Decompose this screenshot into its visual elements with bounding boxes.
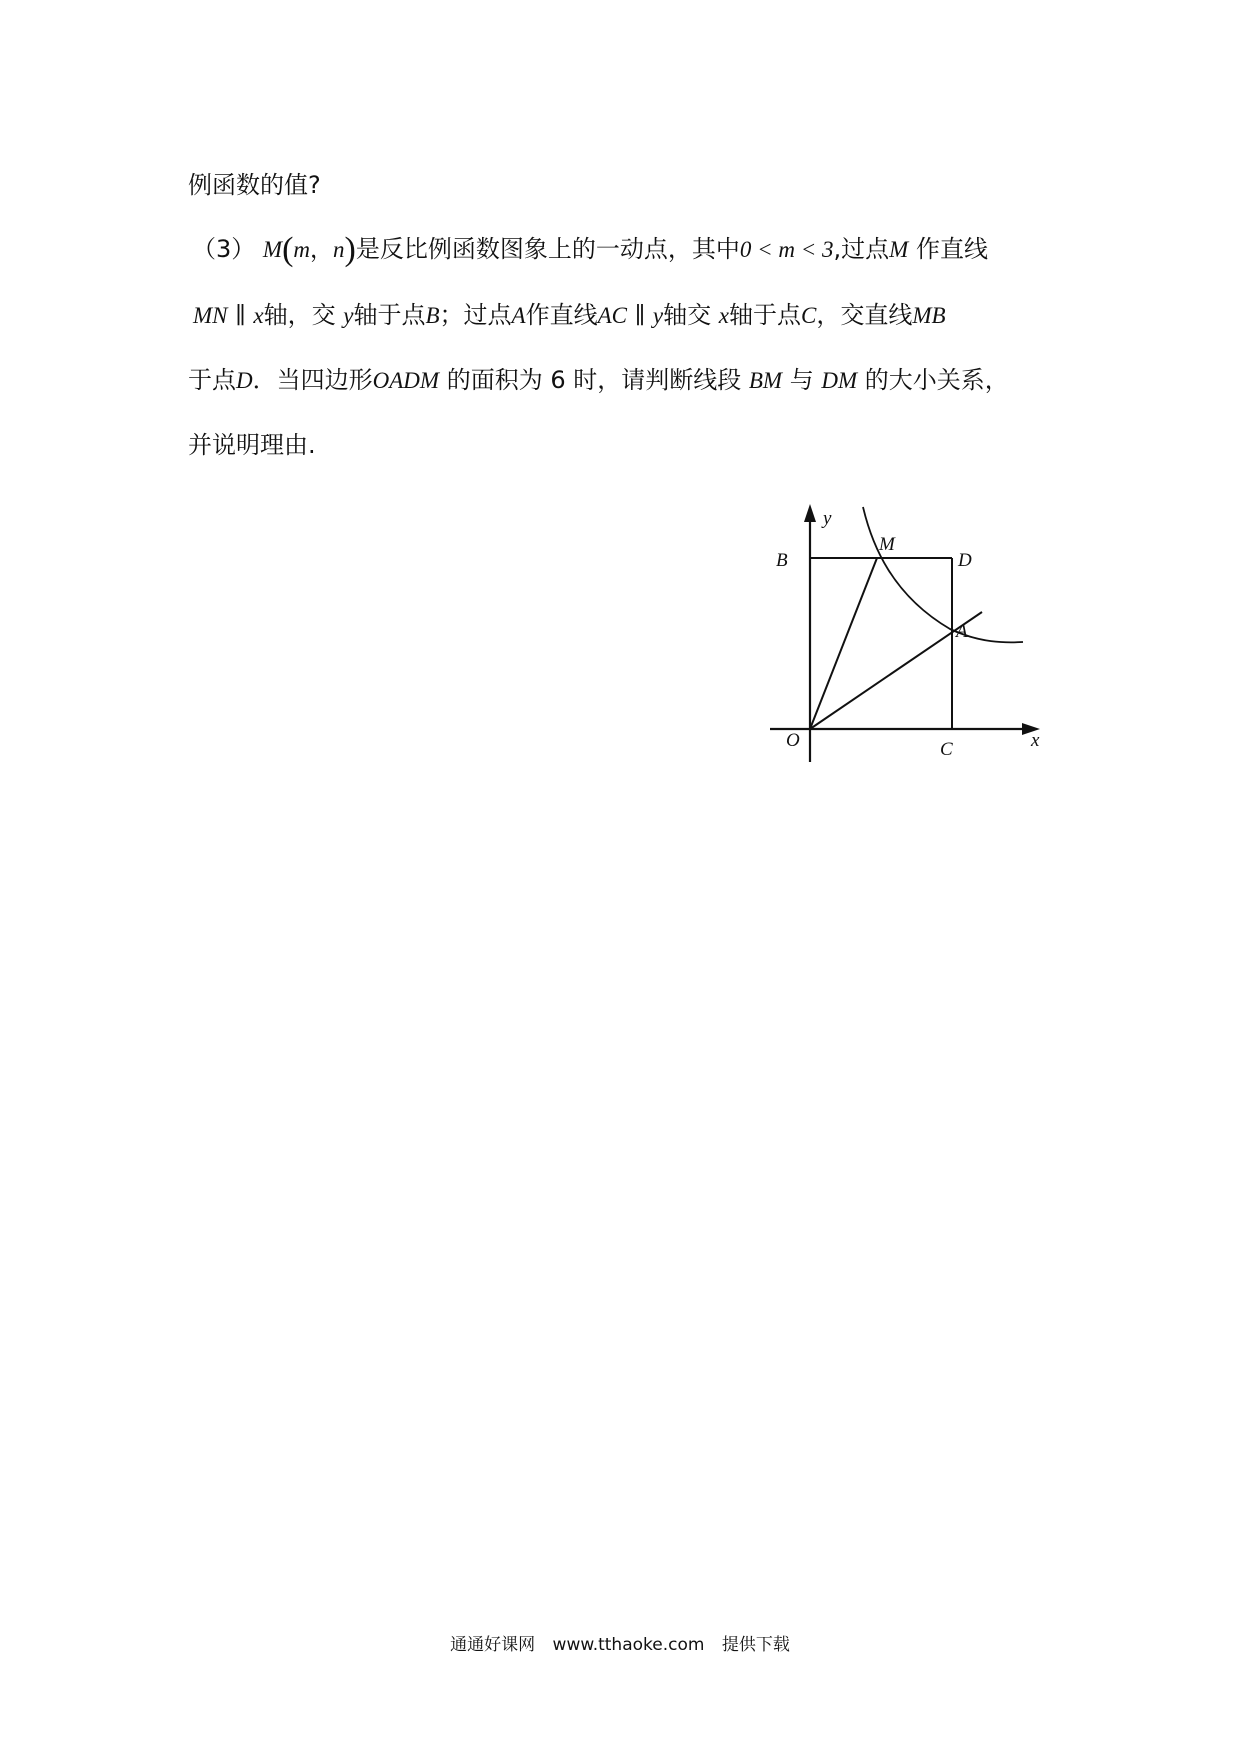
footer-site-name: 通通好课网	[450, 1635, 536, 1655]
footer-note: 提供下载	[721, 1635, 790, 1655]
part-label: （3）	[192, 235, 256, 263]
label-x: x	[1031, 730, 1040, 751]
label-M: M	[879, 534, 895, 555]
page-footer	[0, 1630, 1240, 1655]
label-y: y	[823, 508, 832, 529]
hyperbola-curve	[863, 507, 1023, 642]
line-1	[188, 170, 321, 200]
math-n: n	[333, 237, 345, 262]
label-D: D	[958, 550, 972, 571]
label-A: A	[956, 621, 968, 642]
label-C: C	[940, 739, 953, 760]
line-part3: （3） M(m，n)是反比例函数图象上的一动点，其中0 < m < 3,过点M 作直线	[192, 231, 988, 268]
math-condition: 0 < m < 3	[739, 237, 834, 262]
line-4: 于点D．当四边形OADM 的面积为 6 时，请判断线段 BM 与 DM 的大小关系，	[188, 366, 1009, 394]
label-B: B	[776, 550, 788, 571]
y-axis-arrow	[804, 504, 816, 522]
math-M: M	[262, 237, 283, 262]
line-1-text: 例函数的值?	[188, 171, 321, 199]
label-O: O	[786, 730, 800, 751]
footer-url: www.tthaoke.com	[552, 1635, 705, 1655]
line-5: 并说明理由.	[188, 431, 316, 459]
math-m: m	[293, 237, 311, 262]
line-3: MN ∥ x轴，交 y轴于点B；过点A作直线AC ∥ y轴交 x轴于点C，交直线MB	[193, 301, 946, 329]
segment-OM	[810, 558, 877, 729]
geometry-figure	[760, 500, 1080, 780]
